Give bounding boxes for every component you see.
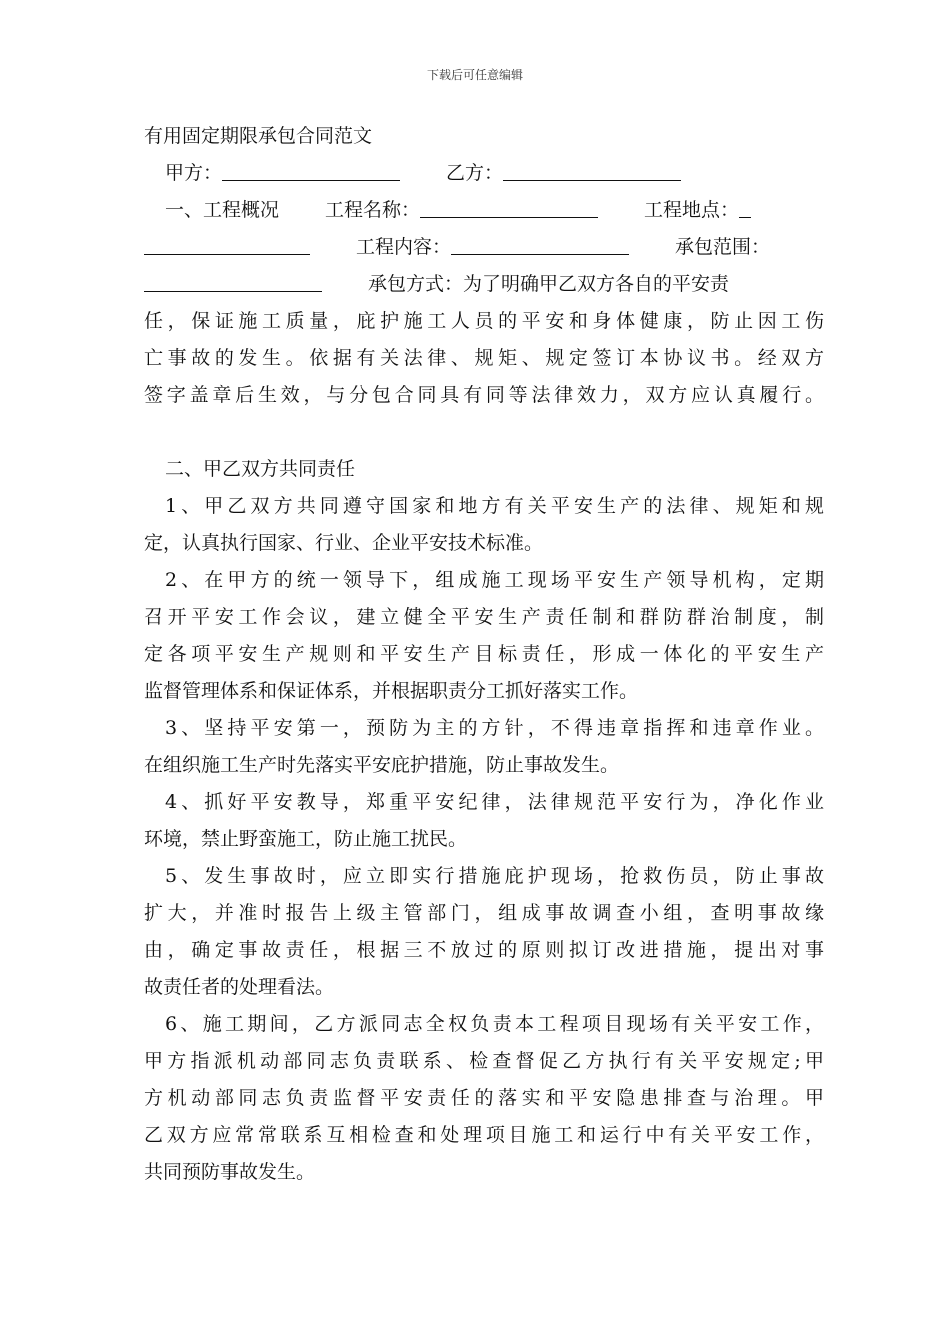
clause-2-line: 监督管理体系和保证体系，并根据职责分工抓好落实工作。 — [144, 680, 639, 702]
contract-scope-blank — [144, 269, 322, 292]
project-content-blank — [451, 232, 629, 255]
sec1-text-line: 签字盖章后生效，与分包合同具有同等法律效力，双方应认真履行。 — [144, 384, 824, 406]
sec1-text-line: 亡事故的发生。依据有关法律、规矩、规定签订本协议书。经双方 — [144, 347, 824, 369]
sec1-line2 — [144, 229, 824, 266]
clause-3-line: 在组织施工生产时先落实平安庇护措施，防止事故发生。 — [144, 754, 620, 776]
clause-4-line: 4、抓好平安教导，郑重平安纪律，法律规范平安行为，净化作业 — [165, 791, 824, 813]
clause-2-line: 召开平安工作会议，建立健全平安生产责任制和群防群治制度，制 — [144, 606, 824, 628]
clause-5-line: 5、发生事故时，应立即实行措施庇护现场，抢救伤员，防止事故 — [165, 865, 824, 887]
page-header: 下载后可任意编辑 — [426, 68, 523, 82]
document-body — [144, 118, 824, 1191]
project-name-blank — [420, 195, 598, 218]
project-place-label: 工程地点： — [644, 199, 740, 221]
clause-2-line: 定各项平安生产规则和平安生产目标责任，形成一体化的平安生产 — [144, 643, 824, 665]
parties-line — [144, 155, 824, 192]
contract-scope-label: 承包范围： — [675, 236, 771, 258]
sec1-line3 — [144, 266, 824, 303]
project-name-label: 工程名称： — [325, 199, 421, 221]
party-a-label: 甲方： — [165, 162, 223, 184]
clause-5-line: 由，确定事故责任，根据三不放过的原则拟订改进措施，提出对事 — [144, 939, 824, 961]
sec1-heading: 一、工程概况 — [165, 199, 280, 221]
clause-5-line: 故责任者的处理看法。 — [144, 976, 335, 998]
party-b-label: 乙方： — [446, 162, 504, 184]
doc-title: 有用固定期限承包合同范文 — [144, 125, 373, 147]
project-place-blank-end — [144, 232, 310, 255]
sec1-text: 为了明确甲乙双方各自的平安责 — [463, 273, 730, 295]
clause-4-line: 环境，禁止野蛮施工，防止施工扰民。 — [144, 828, 468, 850]
clause-1-line: 定，认真执行国家、行业、企业平安技术标准。 — [144, 532, 544, 554]
contract-method-label: 承包方式： — [368, 273, 464, 295]
clause-6-line: 乙双方应常常联系互相检查和处理项目施工和运行中有关平安工作， — [144, 1124, 824, 1146]
clause-6-line: 方机动部同志负责监督平安责任的落实和平安隐患排查与治理。甲 — [144, 1087, 824, 1109]
clause-6-line: 甲方指派机动部同志负责联系、检查督促乙方执行有关平安规定;甲 — [144, 1050, 824, 1072]
clause-2-line: 2、在甲方的统一领导下，组成施工现场平安生产领导机构，定期 — [165, 569, 824, 591]
party-b-blank — [503, 158, 681, 181]
clause-6-line: 6、施工期间，乙方派同志全权负责本工程项目现场有关平安工作， — [165, 1013, 824, 1035]
clause-6-line: 共同预防事故发生。 — [144, 1161, 316, 1183]
sec1-line1 — [144, 192, 824, 229]
project-content-label: 工程内容： — [356, 236, 452, 258]
party-a-blank — [222, 158, 400, 181]
project-place-blank-start — [739, 195, 751, 218]
clause-1-line: 1、甲乙双方共同遵守国家和地方有关平安生产的法律、规矩和规 — [165, 495, 824, 517]
clause-5-line: 扩大，并准时报告上级主管部门，组成事故调查小组，查明事故缘 — [144, 902, 824, 924]
sec1-text-line: 任，保证施工质量，庇护施工人员的平安和身体健康，防止因工伤 — [144, 310, 824, 332]
sec2-heading: 二、甲乙双方共同责任 — [165, 458, 356, 480]
clause-3-line: 3、坚持平安第一，预防为主的方针，不得违章指挥和违章作业。 — [165, 717, 824, 739]
